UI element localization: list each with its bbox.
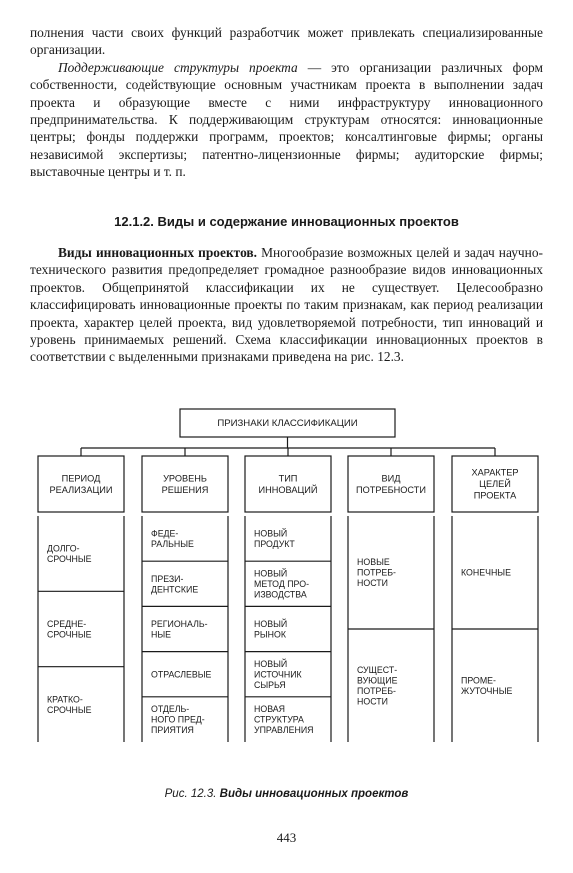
column-header-label: ХАРАКТЕР ЦЕЛЕЙ ПРОЕКТА: [471, 467, 519, 501]
support-structures-section: [30, 24, 543, 181]
root-label: ПРИЗНАКИ КЛАССИФИКАЦИИ: [217, 418, 358, 430]
column-header-box: [348, 456, 434, 512]
item-label: ПРЕЗИ-ДЕНТСКИЕ: [151, 573, 199, 595]
item-label: КРАТКО-СРОЧНЫЕ: [47, 694, 92, 715]
intro-paragraph: полнения части своих функций разработчик может привлекать специализированные организации.: [30, 25, 543, 58]
column-header-box: [38, 456, 124, 512]
item-label: СРЕДНЕ-СРОЧНЫЕ: [47, 618, 92, 640]
item-label: НОВЫЙ МЕТОД ПРО-ИЗВОДСТВА: [254, 568, 309, 600]
project-types-lead: Виды инновационных проектов.: [58, 245, 258, 260]
project-types-paragraph: [30, 244, 543, 366]
item-label: ФЕДЕ-РАЛЬНЫЕ: [151, 528, 194, 550]
section-heading: 12.1.2. Виды и содержание инновационных проектов: [114, 214, 459, 229]
item-label: НОВЫЕ ПОТРЕБ-НОСТИ: [357, 557, 396, 589]
item-label: НОВЫЙ РЫНОК: [254, 618, 288, 640]
column-header-label: УРОВЕНЬ РЕШЕНИЯ: [161, 473, 209, 495]
column-header-label: ПЕРИОД РЕАЛИЗАЦИИ: [49, 473, 113, 495]
item-label: СУЩЕСТ-ВУЮЩИЕ ПОТРЕБ-НОСТИ: [357, 664, 398, 707]
item-label: ПРОМЕ-ЖУТОЧНЫЕ: [461, 675, 513, 696]
support-structures-term: Поддерживающие структуры проекта: [58, 59, 298, 75]
item-label: КОНЕЧНЫЕ: [461, 567, 511, 578]
project-types-section: [30, 244, 543, 366]
item-label: ДОЛГО-СРОЧНЫЕ: [47, 543, 92, 565]
item-label: НОВАЯ СТРУКТУРА УПРАВЛЕНИЯ: [254, 704, 314, 736]
column-header-box: [452, 456, 538, 512]
item-label: РЕГИОНАЛЬ-НЫЕ: [151, 618, 208, 640]
column-header-box: [142, 456, 228, 512]
column-header-label: ТИП ИННОВАЦИЙ: [258, 473, 318, 495]
column-header-box: [245, 456, 331, 512]
column-header-label: ВИД ПОТРЕБНОСТИ: [356, 473, 426, 495]
root-box: [180, 409, 395, 437]
support-structures-text: — это организации различных форм собственности, содействующие основным участникам проекта в выполнении задач проекта и образующие вместе с ними инфраструктуру инновационного предпринимательства. К поддерживающим структурам относятся: инновационные центры; фонды поддержки программ, проектов; консалтинговые фирмы; органы независимой экспертизы; патентно-лицензионные фирмы; аудиторские фирмы; выставочные центры и т. п.: [30, 59, 543, 180]
figure-caption: [0, 788, 573, 800]
figure-caption-prefix: Рис. 12.3.: [164, 788, 217, 800]
item-label: ОТРАСЛЕВЫЕ: [151, 669, 212, 680]
item-label: НОВЫЙ ИСТОЧНИК СЫРЬЯ: [254, 658, 302, 690]
project-types-text: Многообразие возможных целей и задач научно-технического развития предопределяет громадное разнообразие видов инновационных проектов. Общепринятой классификации их не существует. Целесообразно классифицировать инновационные проекты по таким признакам, как период реализации проекта, характер целей проекта, вид удовлетворяемой потребности, тип инноваций и уровень принимаемых решений. Схема классификации инновационных проектов в соответствии с выделенными признаками приведена на рис. 12.3.: [30, 245, 543, 365]
item-label: НОВЫЙ ПРОДУКТ: [254, 528, 295, 550]
figure-caption-title: Виды инновационных проектов: [219, 788, 409, 800]
page-number: 443: [276, 830, 297, 845]
support-structures-paragraph: [30, 59, 543, 181]
item-label: ОТДЕЛЬ-НОГО ПРЕД-ПРИЯТИЯ: [151, 704, 205, 736]
